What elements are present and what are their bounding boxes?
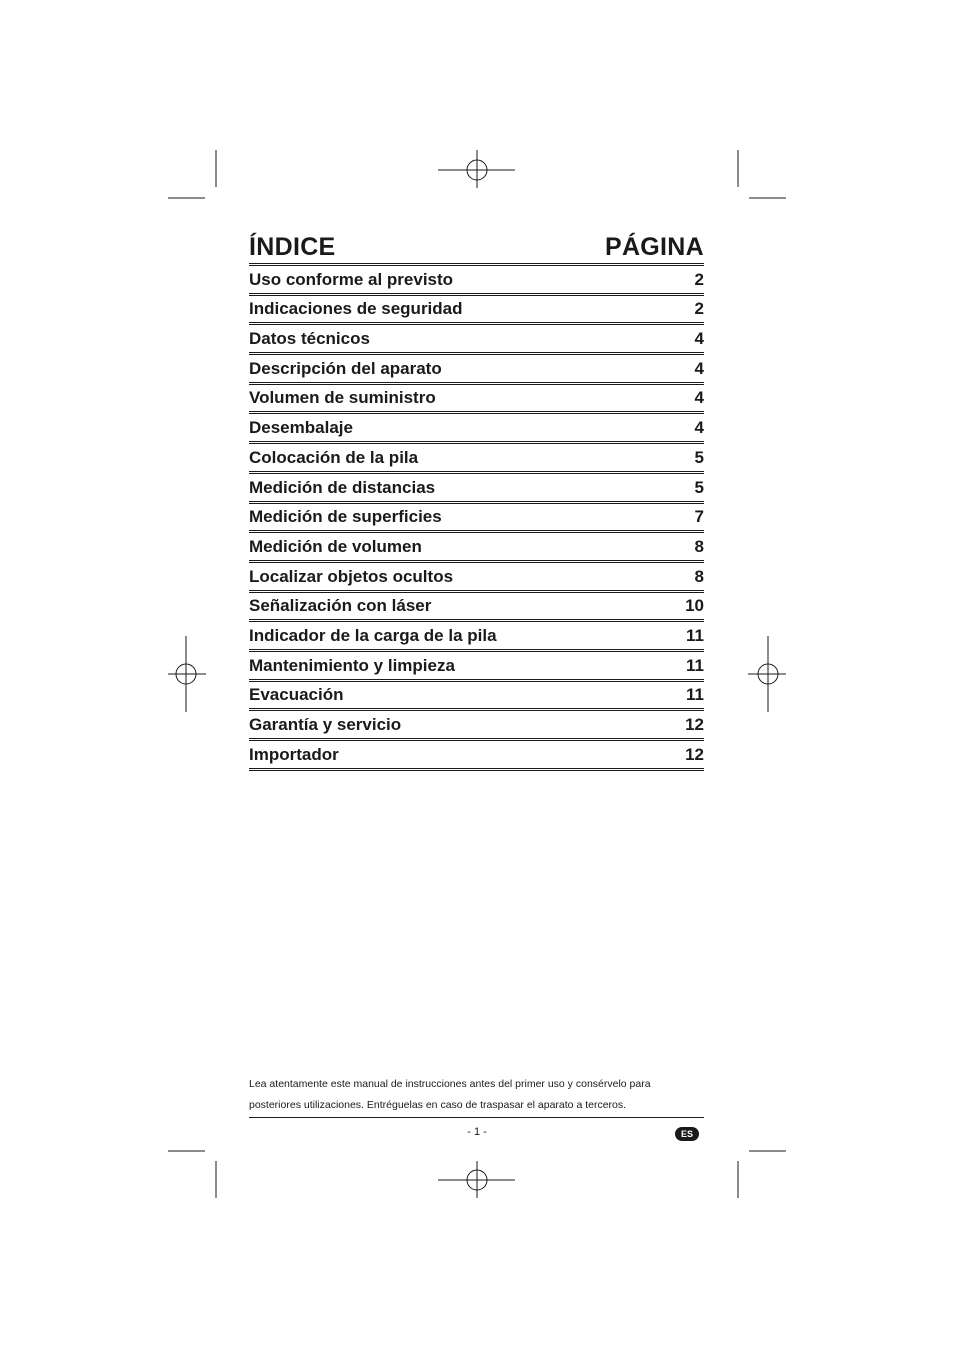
toc-entry-page: 11 xyxy=(686,625,704,645)
registration-mark-bottom xyxy=(438,1161,515,1198)
toc-entry xyxy=(249,741,704,771)
toc-entry xyxy=(249,355,704,385)
toc-entry-label: Desembalaje xyxy=(249,418,353,438)
toc-entry xyxy=(249,296,704,326)
toc-entry-page: 7 xyxy=(694,507,704,527)
toc-entry-label: Importador xyxy=(249,744,339,764)
toc-entry-page: 8 xyxy=(694,566,704,586)
toc-entry-page: 4 xyxy=(694,418,704,438)
toc-entry xyxy=(249,444,704,474)
footer-divider xyxy=(249,1117,704,1118)
toc-title: ÍNDICE xyxy=(249,233,336,261)
toc-entry-page: 2 xyxy=(694,269,704,289)
language-badge: ES xyxy=(675,1127,699,1141)
toc-entry-page: 2 xyxy=(694,299,704,319)
toc-entry xyxy=(249,266,704,296)
toc-entry xyxy=(249,682,704,712)
toc-entry-page: 5 xyxy=(694,477,704,497)
toc-entries xyxy=(249,266,704,771)
toc-entry-label: Localizar objetos ocultos xyxy=(249,566,454,586)
registration-mark-top xyxy=(438,150,515,188)
toc-entry-label: Colocación de la pila xyxy=(249,447,419,467)
toc-entry-page: 12 xyxy=(685,744,704,764)
toc-entry-page: 11 xyxy=(686,655,704,675)
toc-entry xyxy=(249,563,704,593)
toc-entry-label: Evacuación xyxy=(249,685,344,705)
toc-entry xyxy=(249,622,704,652)
toc-entry-page: 4 xyxy=(694,329,704,349)
toc-page-header: PÁGINA xyxy=(604,233,704,261)
toc-entry-page: 12 xyxy=(685,715,704,734)
toc-entry-page: 5 xyxy=(694,447,704,467)
toc-entry xyxy=(249,414,704,444)
toc-entry-label: Datos técnicos xyxy=(249,329,370,349)
toc-header xyxy=(249,232,704,266)
toc-entry xyxy=(249,593,704,623)
toc-entry-label: Uso conforme al previsto xyxy=(249,269,454,289)
toc-entry-label: Medición de superficies xyxy=(249,507,442,527)
registration-mark-left xyxy=(168,636,206,712)
table-of-contents xyxy=(249,232,704,771)
toc-entry-label: Indicaciones de seguridad xyxy=(249,299,463,319)
toc-entry-label: Indicador de la carga de la pila xyxy=(249,625,497,645)
toc-entry-label: Mantenimiento y limpieza xyxy=(249,655,455,675)
toc-entry-page: 4 xyxy=(694,388,704,408)
toc-entry xyxy=(249,474,704,504)
toc-entry xyxy=(249,504,704,534)
footer-note xyxy=(249,1074,704,1116)
toc-entry-page: 10 xyxy=(685,596,704,616)
footer-note-line-1: Lea atentamente este manual de instrucciones antes del primer uso y consérvelo para xyxy=(249,1078,651,1090)
page-number: - 1 - xyxy=(467,1126,487,1138)
toc-entry xyxy=(249,325,704,355)
registration-mark-right xyxy=(748,636,786,712)
toc-entry-label: Medición de volumen xyxy=(249,536,422,556)
toc-entry-label: Medición de distancias xyxy=(249,477,436,497)
toc-entry-page: 8 xyxy=(694,536,704,556)
toc-entry-page: 4 xyxy=(694,358,704,378)
toc-entry xyxy=(249,385,704,415)
toc-entry xyxy=(249,711,704,741)
toc-entry-label: Volumen de suministro xyxy=(249,388,436,408)
toc-entry-label: Señalización con láser xyxy=(249,596,432,616)
toc-entry xyxy=(249,533,704,563)
toc-entry-label: Garantía y servicio xyxy=(249,715,402,734)
toc-entry xyxy=(249,652,704,682)
toc-entry-label: Descripción del aparato xyxy=(249,358,442,378)
toc-entry-page: 11 xyxy=(686,685,704,705)
footer-note-line-2: posteriores utilizaciones. Entréguelas en caso de traspasar el aparato a terceros. xyxy=(249,1099,627,1111)
